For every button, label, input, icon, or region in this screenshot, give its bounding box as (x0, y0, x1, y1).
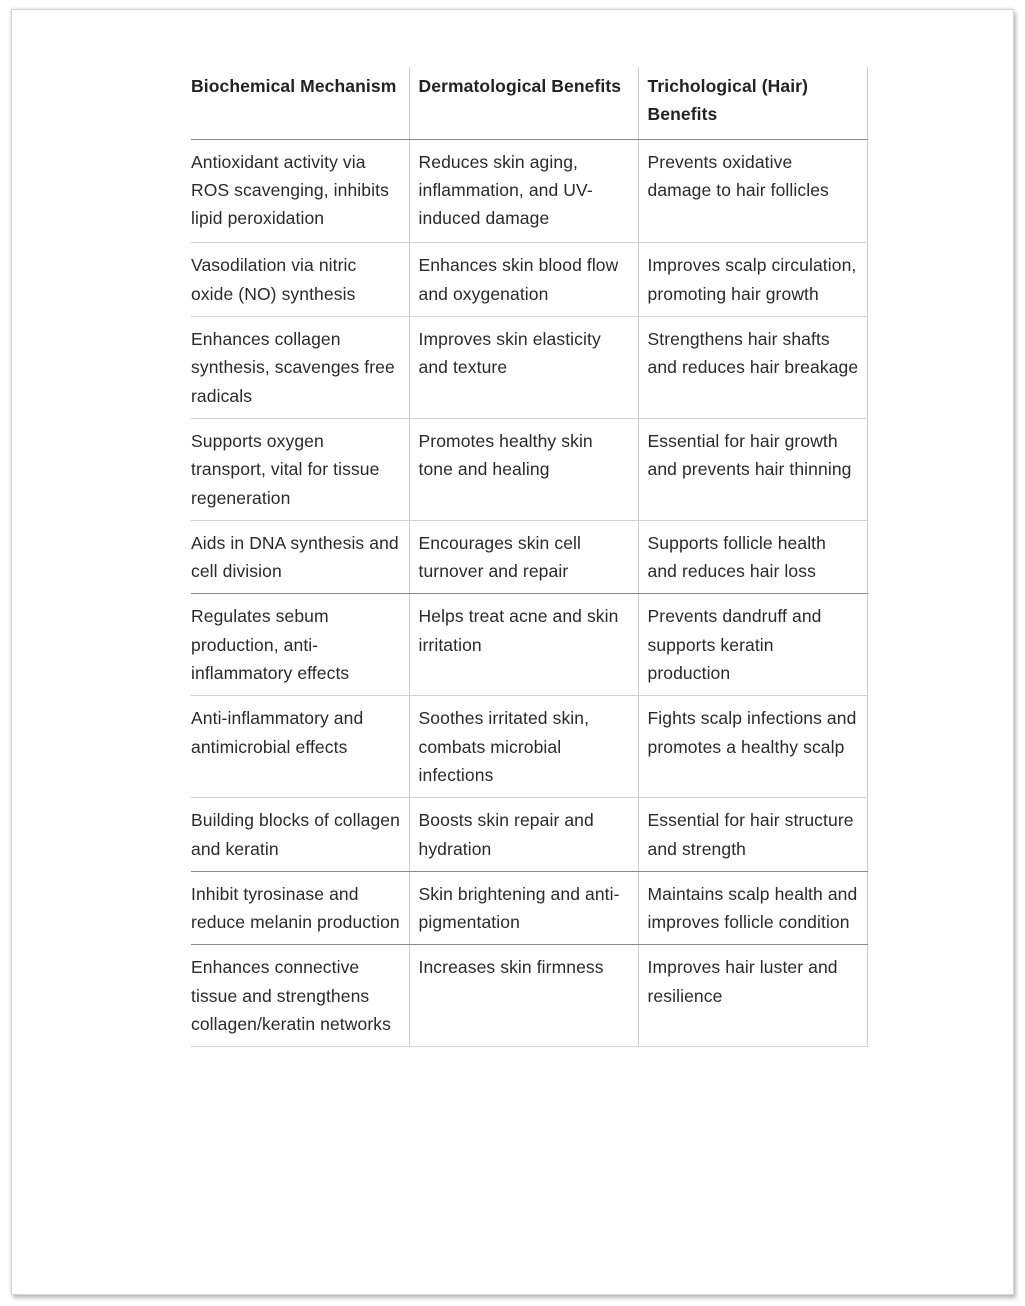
trichological-cell: Improves scalp circulation, promoting hair growth (638, 243, 867, 317)
dermatological-cell: Enhances skin blood flow and oxygenation (409, 243, 638, 317)
dermatological-cell: Increases skin firmness (409, 945, 638, 1047)
trichological-cell: Essential for hair growth and prevents hair thinning (638, 418, 867, 520)
table-row (191, 317, 867, 419)
table-row (191, 696, 867, 798)
trichological-cell: Essential for hair structure and strength (638, 798, 867, 872)
document-page (11, 9, 1014, 1295)
trichological-cell: Improves hair luster and resilience (638, 945, 867, 1047)
mechanism-cell: Inhibit tyrosinase and reduce melanin production (191, 871, 409, 945)
table-row (191, 798, 867, 872)
table-row (191, 418, 867, 520)
trichological-cell: Prevents dandruff and supports keratin production (638, 594, 867, 696)
mechanism-cell: Supports oxygen transport, vital for tissue regeneration (191, 418, 409, 520)
mechanism-cell: Aids in DNA synthesis and cell division (191, 520, 409, 594)
table-header-row (191, 67, 867, 139)
dermatological-cell: Soothes irritated skin, combats microbial infections (409, 696, 638, 798)
table-row (191, 871, 867, 945)
trichological-cell: Strengthens hair shafts and reduces hair breakage (638, 317, 867, 419)
mechanism-cell: Building blocks of collagen and keratin (191, 798, 409, 872)
header-trichological-benefits: Trichological (Hair) Benefits (638, 67, 867, 139)
table-row (191, 139, 867, 243)
dermatological-cell: Encourages skin cell turnover and repair (409, 520, 638, 594)
dermatological-cell: Skin brightening and anti-pigmentation (409, 871, 638, 945)
dermatological-cell: Improves skin elasticity and texture (409, 317, 638, 419)
dermatological-cell: Reduces skin aging, inflammation, and UV-induced damage (409, 139, 638, 243)
mechanism-cell: Antioxidant activity via ROS scavenging, inhibits lipid peroxidation (191, 139, 409, 243)
dermatological-cell: Boosts skin repair and hydration (409, 798, 638, 872)
trichological-cell: Fights scalp infections and promotes a healthy scalp (638, 696, 867, 798)
table-row (191, 594, 867, 696)
trichological-cell: Supports follicle health and reduces hair loss (638, 520, 867, 594)
table-row (191, 243, 867, 317)
header-biochemical-mechanism: Biochemical Mechanism (191, 67, 409, 139)
mechanism-cell: Anti-inflammatory and antimicrobial effects (191, 696, 409, 798)
trichological-cell: Maintains scalp health and improves follicle condition (638, 871, 867, 945)
mechanism-cell: Vasodilation via nitric oxide (NO) synthesis (191, 243, 409, 317)
trichological-cell: Prevents oxidative damage to hair follicles (638, 139, 867, 243)
table-row (191, 520, 867, 594)
mechanism-cell: Enhances collagen synthesis, scavenges free radicals (191, 317, 409, 419)
dermatological-cell: Helps treat acne and skin irritation (409, 594, 638, 696)
dermatological-cell: Promotes healthy skin tone and healing (409, 418, 638, 520)
mechanism-cell: Enhances connective tissue and strengthens collagen/keratin networks (191, 945, 409, 1047)
header-dermatological-benefits: Dermatological Benefits (409, 67, 638, 139)
table-row (191, 945, 867, 1047)
benefits-table (191, 67, 868, 1047)
mechanism-cell: Regulates sebum production, anti-inflammatory effects (191, 594, 409, 696)
